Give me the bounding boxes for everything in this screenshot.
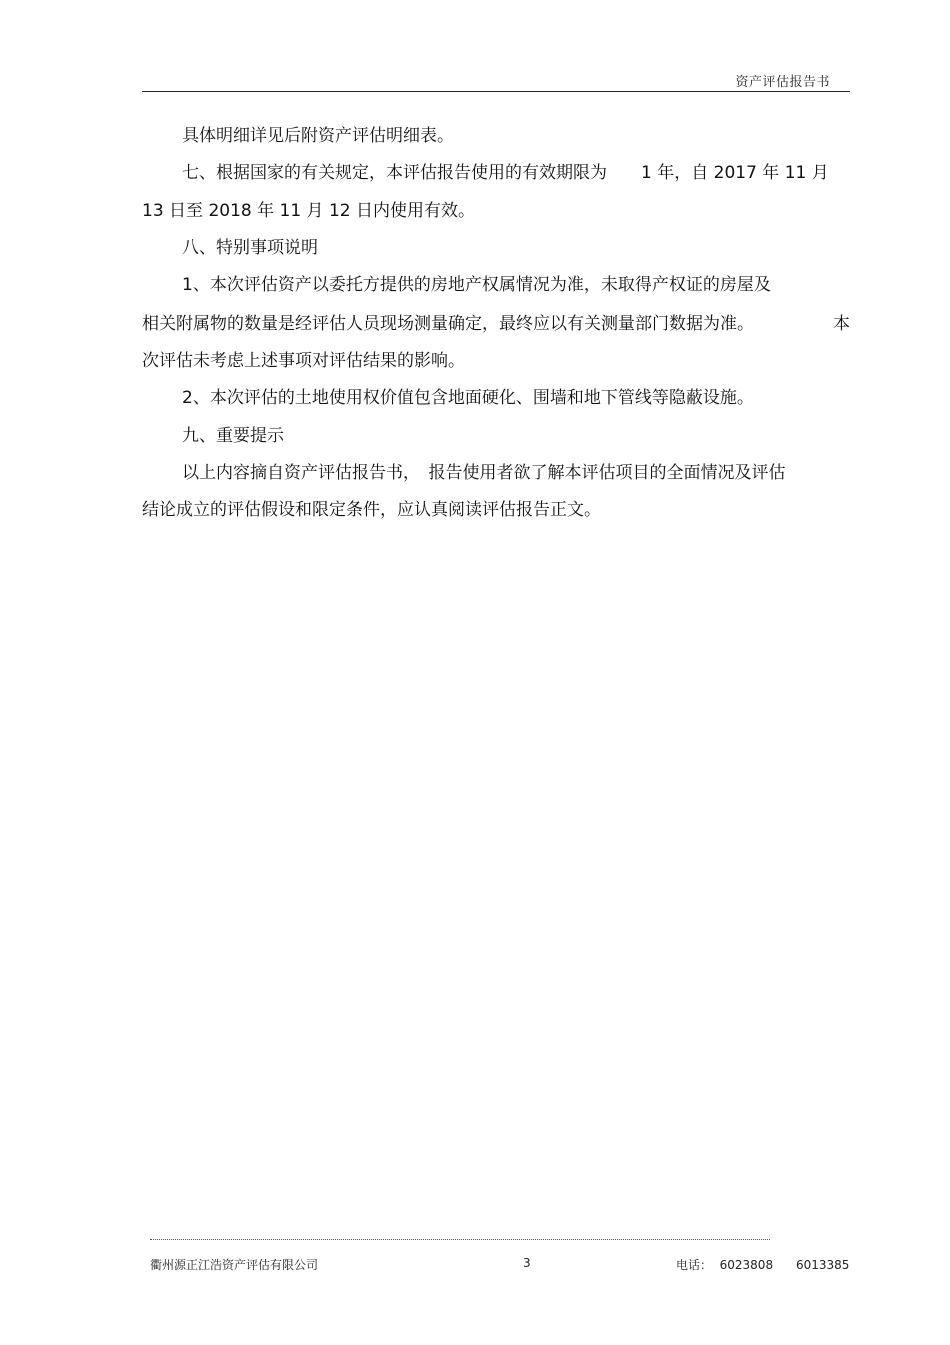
body-line-5: 1、本次评估资产以委托方提供的房地产权属情况为准，未取得产权证的房屋及 [182,275,771,295]
body-line-1: 具体明细详见后附资产评估明细表。 [182,126,454,146]
body-line-6 [142,313,850,335]
section-heading-special-items: 八、特别事项说明 [182,238,318,258]
header-divider [142,91,850,92]
body-line-6-text: 相关附属物的数量是经评估人员现场测量确定，最终应以有关测量部门数据为准。 [142,314,754,334]
body-line-2: 七、根据国家的有关规定，本评估报告使用的有效期限为 1 年，自 2017 年 11 月 [182,163,829,183]
body-line-7: 次评估未考虑上述事项对评估结果的影响。 [142,351,465,371]
body-line-11: 结论成立的评估假设和限定条件，应认真阅读评估报告正文。 [142,500,601,520]
footer-dotted-divider [150,1239,770,1240]
header-title: 资产评估报告书 [735,75,830,90]
body-line-3: 13 日至 2018 年 11 月 12 日内使用有效。 [142,201,475,221]
footer-phone: 电话： 6023808 6013385 [676,1258,850,1272]
footer-page-number: 3 [523,1256,531,1270]
footer-company-name: 衢州源正江浩资产评估有限公司 [150,1258,319,1272]
body-line-8: 2、本次评估的土地使用权价值包含地面硬化、围墙和地下管线等隐蔽设施。 [182,388,754,408]
section-heading-important-notice: 九、重要提示 [182,426,284,446]
body-line-10: 以上内容摘自资产评估报告书， 报告使用者欲了解本评估项目的全面情况及评估 [182,463,786,483]
body-line-6-tail: 本 [833,314,850,334]
